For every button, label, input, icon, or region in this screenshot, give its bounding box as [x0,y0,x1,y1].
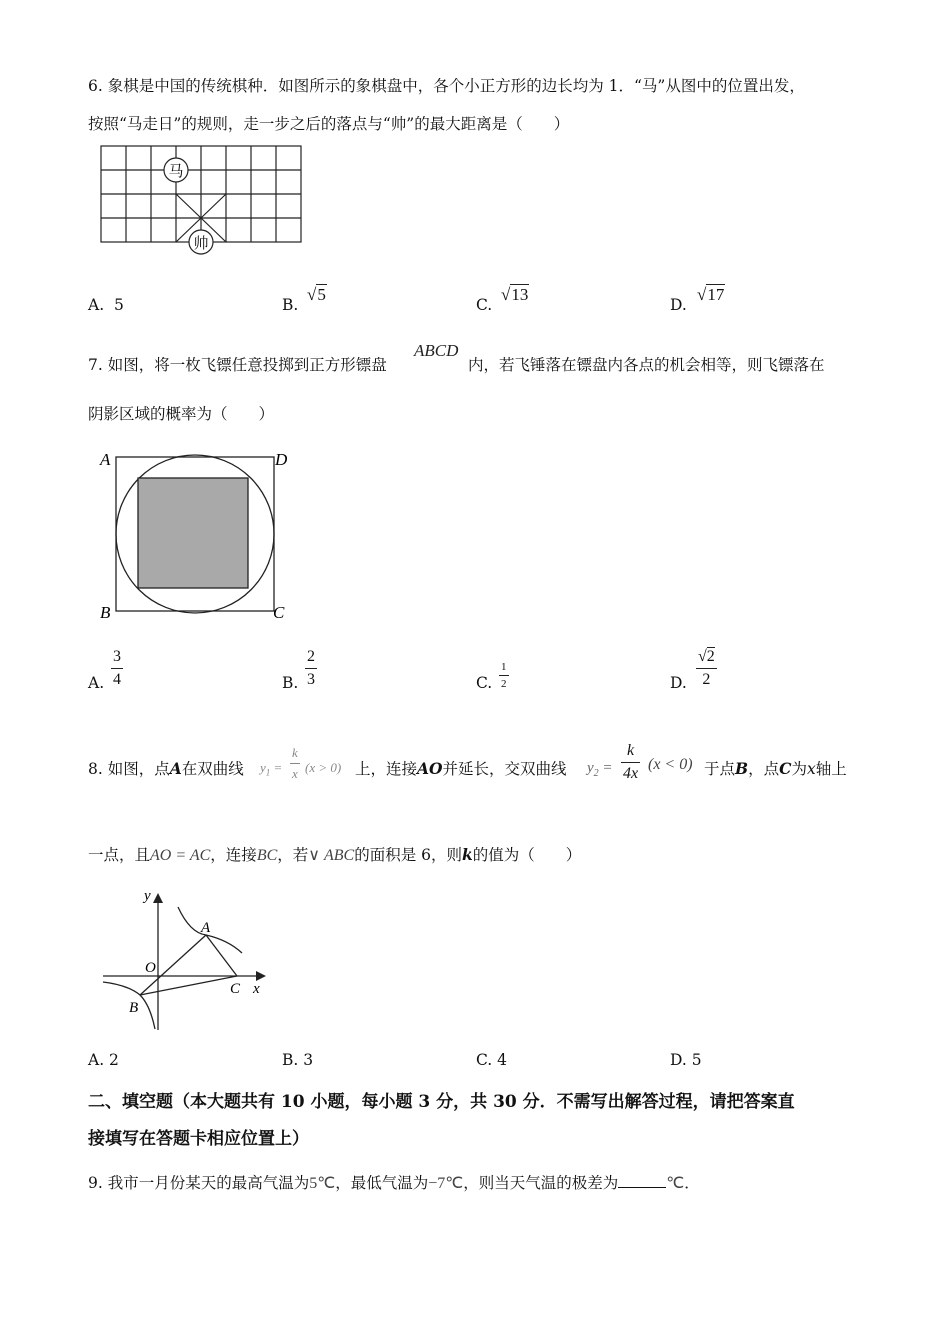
q7-option-b-frac: 2 3 [307,648,315,688]
q6-option-c[interactable]: C. [476,296,493,314]
q7-line1-b: 内，若飞锤落在镖盘内各点的机会相等，则飞镖落在 [468,356,825,374]
q8-line2: 一点，且AO = AC，连接BC，若∨ ABC的面积是 6，则k的值为（ ） [88,845,582,864]
q8-y2-frac: k 4x [623,742,639,782]
q7-option-a[interactable]: A. [88,674,105,692]
segment-ac [206,935,237,976]
q7-option-d-frac: √2 2 [698,648,715,688]
ma-piece [164,158,188,182]
q9-line: 9. 我市一月份某天的最高气温为5℃，最低气温为−7℃，则当天气温的极差为 ℃． [88,1174,700,1192]
q6-option-a[interactable]: A. 5 [88,296,124,314]
q7-option-b[interactable]: B. [282,674,299,692]
q8-line1-a: 8. 如图，点A在双曲线 [88,759,244,778]
q8-line1-c: 上，连接AO并延长，交双曲线 [355,759,567,778]
label-a: A [100,450,111,469]
q7-option-c[interactable]: C. [476,674,493,692]
fig-label-x: x [253,981,260,997]
segment-bc [140,976,237,995]
q8-y1-frac: k x [292,745,298,781]
q6-line1: 6. 象棋是中国的传统棋种．如图所示的象棋盘中，各个小正方形的边长均为 1．“马”从图中的位置出发， [88,77,805,95]
fig-label-y: y [144,888,151,904]
q7-line1-a: 7. 如图，将一枚飞镖任意投掷到正方形镖盘 [88,356,387,374]
q8-y1: $y_1$ = [260,760,283,778]
q8-y2: $y_2$ = [587,760,613,779]
label-b: B [100,603,111,622]
fig-label-a: A [201,920,211,936]
fig-label-b: B [129,1000,139,1016]
q7-option-c-frac: 1 2 [501,661,507,690]
q6-option-b[interactable]: B. [282,296,299,314]
x-axis-arrow [256,971,266,981]
shuai-piece [189,230,213,254]
q8-option-d[interactable]: D. 5 [670,1051,702,1069]
label-c: C [273,603,285,622]
q8-option-b[interactable]: B. 3 [282,1051,314,1069]
q6-line2: 按照“马走日”的规则，走一步之后的落点与“帅”的最大距离是（ ） [88,115,570,133]
q7-line1-math: ABCD [414,341,459,360]
fig-label-c: C [230,981,241,997]
q7-option-d[interactable]: D. [670,674,687,692]
q8-cond2: (x < 0) [648,756,693,773]
shaded-square [138,478,248,588]
q8-option-c[interactable]: C. 4 [476,1051,508,1069]
chessboard-figure [100,145,302,257]
fig-label-o: O [145,960,156,976]
section2-heading-line2: 接填写在答题卡相应位置上） [88,1129,309,1149]
q6-option-d[interactable]: D. [670,296,687,314]
q8-cond1: (x > 0) [305,760,342,775]
shuai-piece-label: 帅 [193,234,209,252]
section2-heading-line1: 二、填空题（本大题共有 10 小题，每小题 3 分，共 30 分．不需写出解答过程，请把答案直 [88,1092,795,1112]
q6-option-c-sqrt: √13 [501,285,529,304]
dartboard-figure [95,445,300,625]
hyperbola-figure [100,885,270,1035]
label-d: D [275,450,288,469]
q7-option-a-frac: 3 4 [113,648,121,688]
q8-option-a[interactable]: A. 2 [88,1051,119,1069]
q7-line2: 阴影区域的概率为（ ） [88,405,275,423]
q6-option-d-sqrt: √17 [697,285,725,304]
q9-answer-blank[interactable] [618,1173,666,1188]
q8-line1-e: 于点B，点C为x轴上 [704,759,847,778]
ma-piece-label: 马 [168,162,184,180]
q6-option-b-sqrt: √5 [307,285,326,304]
y-axis-arrow [153,893,163,903]
